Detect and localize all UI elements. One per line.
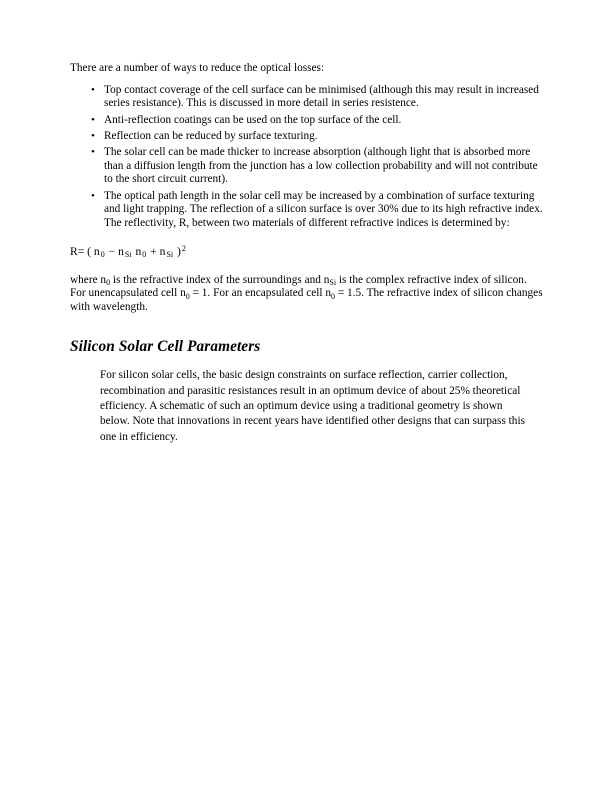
list-item <box>70 84 544 111</box>
formula-sub-0b: 0 <box>142 250 147 260</box>
sub-zero-a: 0 <box>106 278 111 288</box>
formula-close: ) <box>176 244 181 258</box>
bullet-icon: • <box>91 146 95 159</box>
optical-loss-bullet-list <box>70 84 544 231</box>
list-item-text: Reflection can be reduced by surface texturing. <box>104 129 318 142</box>
section-heading: Silicon Solar Cell Parameters <box>70 338 261 356</box>
list-item <box>70 146 544 187</box>
text-part-5: = 1.5. The refractive index of silicon changes with wavelength. <box>70 287 543 313</box>
sub-zero-c: 0 <box>331 291 336 301</box>
intro-paragraph: There are a number of ways to reduce the optical losses: <box>70 62 325 74</box>
text-part-1: where n <box>70 273 107 286</box>
formula-minus: − n <box>108 244 124 258</box>
formula-sub-0a: 0 <box>100 250 105 260</box>
list-item <box>70 190 544 231</box>
list-item-text: The solar cell can be made thicker to increase absorption (although light that is absorbed more than a diffusion length from the junction has a low collection probability and will not contribute to the short circuit current). <box>104 145 538 186</box>
bullet-icon: • <box>91 114 95 126</box>
list-item-text: The optical path length in the solar cell may be increased by a combination of surface texturing and light trapping. The reflection of a silicon surface is over 30% due to its high refractive index. The reflectivity, R, between two materials of different refractive indices is determined by: <box>104 189 543 229</box>
reflectivity-formula <box>70 245 544 260</box>
refractive-index-paragraph <box>70 274 544 315</box>
formula-plus: + n <box>150 244 166 258</box>
section-body-paragraph: For silicon solar cells, the basic design constraints on surface reflection, carrier collection, recombination and parasitic resistances result in an optimum device of about 25% theoretical efficiency. A schematic of such an optimum device using a traditional geometry is shown below. Note that innovations in recent years have identified other designs that can surpass this one in efficiency. <box>100 369 525 443</box>
sub-zero-b: 0 <box>185 291 190 301</box>
formula-sub-si-b: Si <box>166 250 174 260</box>
list-item <box>70 114 544 128</box>
text-part-3: is the complex refractive index of silicon. For unencapsulated cell n <box>70 273 527 300</box>
formula-sub-si-a: Si <box>124 250 132 260</box>
text-part-4: = 1. For an encapsulated cell n <box>189 287 332 300</box>
document-content <box>70 62 544 453</box>
bullet-icon: • <box>91 84 95 97</box>
bullet-icon: • <box>91 190 95 203</box>
bullet-icon: • <box>91 130 95 143</box>
formula-mid: n <box>135 244 142 258</box>
text-part-2: is the refractive index of the surroundings and n <box>110 273 330 286</box>
formula-exponent: 2 <box>181 243 186 253</box>
list-item-text: Top contact coverage of the cell surface can be minimised (although this may result in increased series resistance). This is discussed in more detail in series resistence. <box>104 83 539 110</box>
formula-lhs: R <box>70 244 78 258</box>
list-item <box>70 130 544 144</box>
formula-equals: = ( n <box>77 244 100 258</box>
sub-si: Si <box>329 278 337 288</box>
list-item-text: Anti-reflection coatings can be used on the top surface of the cell. <box>104 113 402 126</box>
